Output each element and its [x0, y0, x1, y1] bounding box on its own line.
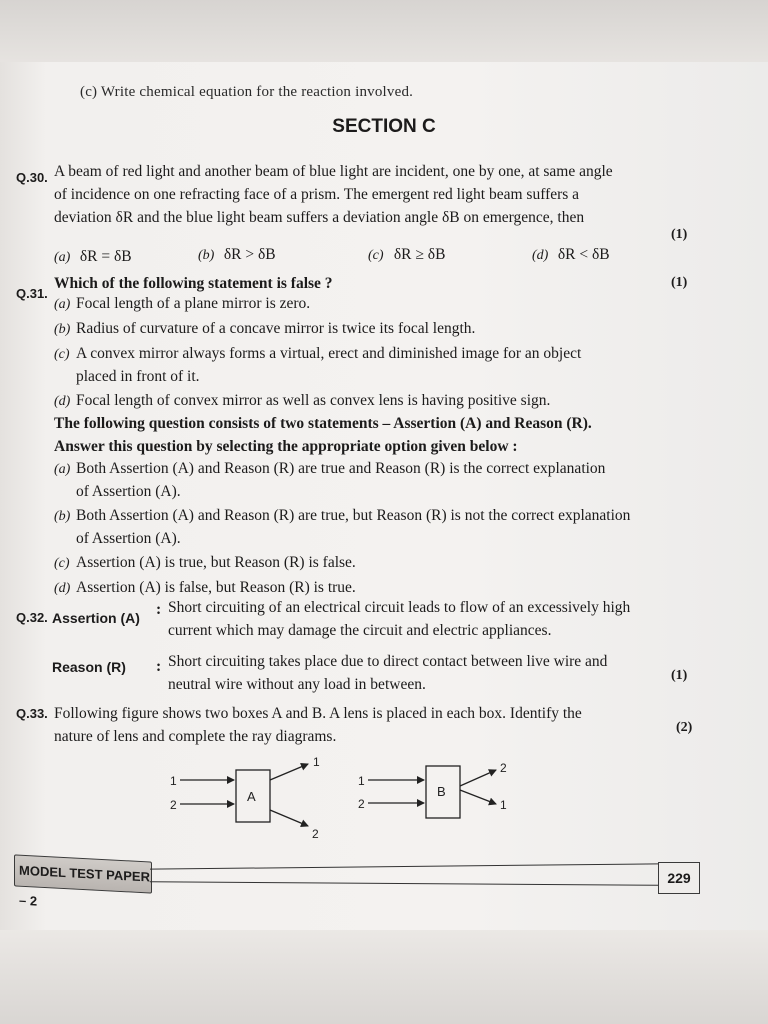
- q30-marks: (1): [671, 227, 688, 242]
- ar-option-b: [54, 505, 704, 528]
- option-letter: (c): [54, 347, 70, 362]
- q32-reason-label: Reason (R): [52, 659, 126, 675]
- q30-text: [54, 160, 704, 229]
- footer-label: MODEL TEST PAPER – 2: [14, 854, 152, 893]
- option-letter: (d): [532, 248, 549, 263]
- q33-line-1: Following figure shows two boxes A and B. A lens is placed in each box. Identify the: [54, 705, 582, 722]
- option-text: Focal length of convex mirror as well as convex lens is having positive sign.: [76, 392, 551, 409]
- ar-option-a: [54, 458, 704, 481]
- option-letter: (c): [54, 556, 70, 571]
- footer-rule-top: [150, 863, 658, 869]
- q32-number: Q.32.: [16, 610, 48, 625]
- q31-option-c-continued: placed in front of it.: [76, 368, 200, 385]
- footer-rule-bottom: [150, 881, 658, 886]
- ar-option-a-continued: of Assertion (A).: [76, 483, 181, 500]
- q30-number: Q.30.: [16, 170, 48, 185]
- q31-marks: (1): [671, 275, 688, 290]
- page-top-shadow: [0, 0, 768, 62]
- box-b-ray-1-label: 1: [358, 774, 365, 788]
- reason-line-1: Short circuiting takes place due to direct contact between live wire and: [168, 653, 608, 670]
- page-number: 229: [658, 862, 700, 894]
- section-title: SECTION C: [332, 116, 436, 137]
- previous-question-cut-text: (c) Write chemical equation for the reaction involved.: [80, 84, 414, 100]
- q32-marks: (1): [671, 668, 688, 683]
- box-b-emergent-2-label: 2: [500, 761, 507, 775]
- q32-assertion-text: [168, 596, 708, 642]
- q32-assertion-colon: :: [156, 601, 162, 618]
- box-b-emergent-ray-1: [460, 790, 496, 804]
- option-text: Both Assertion (A) and Reason (R) are true, but Reason (R) is not the correct explanation: [76, 507, 631, 524]
- option-text: A convex mirror always forms a virtual, erect and diminished image for an object: [76, 345, 582, 362]
- option-text: Focal length of a plane mirror is zero.: [76, 295, 311, 312]
- option-letter: (a): [54, 462, 71, 477]
- q31-option-c: [54, 343, 704, 366]
- q33-line-2: nature of lens and complete the ray diagrams.: [54, 728, 337, 745]
- option-text: Radius of curvature of a concave mirror is twice its focal length.: [76, 320, 476, 337]
- reason-line-2: neutral wire without any load in between.: [168, 676, 426, 693]
- q32-reason-colon: :: [156, 658, 162, 675]
- q31-question: Which of the following statement is false ?: [54, 275, 333, 292]
- box-a-emergent-1-label: 1: [313, 755, 320, 769]
- q33-number: Q.33.: [16, 706, 48, 721]
- q30-line-3: deviation δR and the blue light beam suffers a deviation angle δB on emergence, then: [54, 209, 585, 226]
- box-a-emergent-2-label: 2: [312, 827, 319, 841]
- option-letter: (b): [54, 509, 71, 524]
- option-letter: (d): [54, 581, 71, 596]
- option-text: δR ≥ δB: [393, 246, 446, 263]
- option-letter: (b): [198, 248, 215, 263]
- ar-option-b-continued: of Assertion (A).: [76, 530, 181, 547]
- q30-option-a: [54, 246, 132, 269]
- box-a-label: A: [247, 789, 256, 804]
- box-a-emergent-ray-2: [270, 810, 308, 826]
- assertion-line-2: current which may damage the circuit and electric appliances.: [168, 622, 552, 639]
- q31-option-b: [54, 318, 704, 341]
- page-bottom-shadow: [0, 930, 768, 1024]
- q33-text: [54, 702, 704, 748]
- box-b-ray-2-label: 2: [358, 797, 365, 811]
- box-a-ray-1-label: 1: [170, 774, 177, 788]
- option-text: δR < δB: [557, 246, 610, 263]
- box-a-emergent-ray-1: [270, 764, 308, 780]
- q31-number: Q.31.: [16, 286, 48, 301]
- box-a-ray-2-label: 2: [170, 798, 177, 812]
- q31-options: [54, 293, 704, 413]
- q31-option-d: [54, 390, 704, 413]
- q33-marks: (2): [676, 720, 693, 735]
- instructions-line-1: The following question consists of two statements – Assertion (A) and Reason (R).: [54, 415, 592, 432]
- q30-line-1: A beam of red light and another beam of blue light are incident, one by one, at same angle: [54, 163, 613, 180]
- option-letter: (a): [54, 297, 71, 312]
- option-text: δR = δB: [79, 248, 132, 265]
- box-b-emergent-1-label: 1: [500, 798, 507, 812]
- box-b-emergent-ray-2: [460, 770, 496, 786]
- option-text: Both Assertion (A) and Reason (R) are true and Reason (R) is the correct explanation: [76, 460, 606, 477]
- assertion-reason-options: [54, 458, 704, 600]
- q32-reason-text: [168, 650, 708, 696]
- option-letter: (d): [54, 394, 71, 409]
- box-a-diagram: [170, 755, 320, 841]
- instructions-line-2: Answer this question by selecting the appropriate option given below :: [54, 438, 518, 455]
- option-letter: (c): [368, 248, 384, 263]
- assertion-line-1: Short circuiting of an electrical circuit leads to flow of an excessively high: [168, 599, 631, 616]
- assertion-reason-instructions: [54, 412, 704, 458]
- q30-option-b: [198, 244, 276, 267]
- option-text: Assertion (A) is false, but Reason (R) is true.: [76, 579, 356, 596]
- lens-ray-diagram: [160, 752, 530, 844]
- option-text: Assertion (A) is true, but Reason (R) is false.: [76, 554, 356, 571]
- ar-option-c: [54, 552, 704, 575]
- option-letter: (b): [54, 322, 71, 337]
- q32-assertion-label: Assertion (A): [52, 610, 140, 626]
- box-b-diagram: [358, 761, 507, 818]
- option-letter: (a): [54, 250, 71, 265]
- q30-line-2: of incidence on one refracting face of a prism. The emergent red light beam suffers a: [54, 186, 580, 203]
- q30-option-d: [532, 244, 610, 267]
- q30-option-c: [368, 244, 445, 267]
- q31-option-a: [54, 293, 704, 316]
- box-b-label: B: [437, 784, 446, 799]
- option-text: δR > δB: [223, 246, 276, 263]
